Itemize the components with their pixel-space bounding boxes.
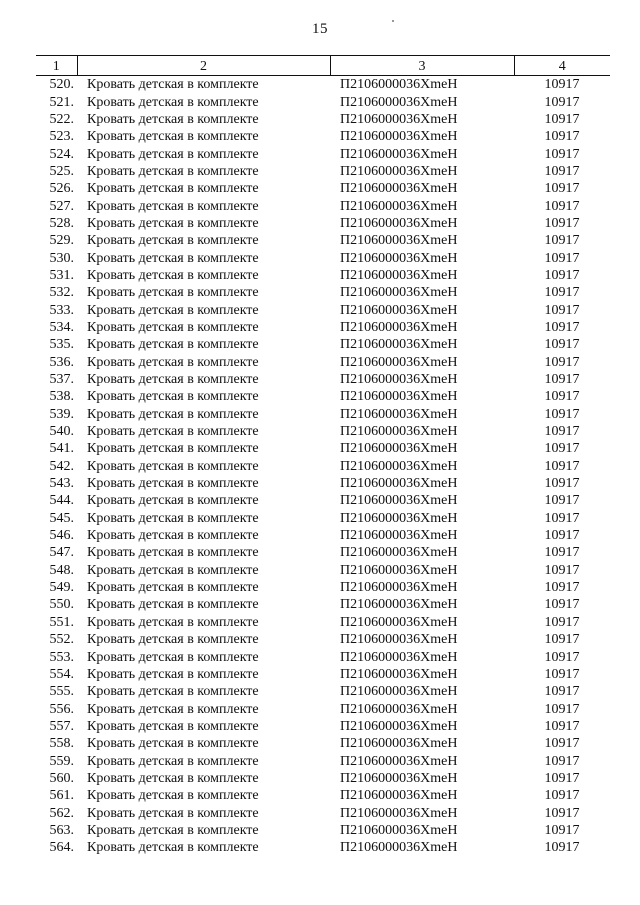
item-code: П2106000036ХmeH [340, 94, 458, 110]
item-quantity: 10917 [544, 736, 580, 752]
table-row [36, 544, 610, 561]
item-name: Кровать детская в комплекте [87, 458, 259, 474]
item-quantity: 10917 [544, 493, 580, 509]
item-name: Кровать детская в комплекте [87, 770, 259, 786]
table-row [36, 700, 610, 717]
row-number: 555. [49, 684, 74, 700]
item-code: П2106000036ХmeH [340, 476, 458, 492]
item-quantity: 10917 [544, 424, 580, 440]
table-row [36, 93, 610, 110]
item-quantity: 10917 [544, 614, 580, 630]
item-name: Кровать детская в комплекте [87, 597, 259, 613]
header-col-2: 2 [77, 56, 330, 76]
row-number: 562. [49, 805, 74, 821]
row-number: 541. [49, 441, 74, 457]
row-number: 557. [49, 718, 74, 734]
table-row [36, 267, 610, 284]
item-quantity: 10917 [544, 458, 580, 474]
item-code: П2106000036ХmeH [340, 337, 458, 353]
row-number: 549. [49, 580, 74, 596]
item-code: П2106000036ХmeH [340, 597, 458, 613]
table-row [36, 752, 610, 769]
item-name: Кровать детская в комплекте [87, 632, 259, 648]
item-code: П2106000036ХmeH [340, 354, 458, 370]
item-name: Кровать детская в комплекте [87, 684, 259, 700]
row-number: 537. [49, 372, 74, 388]
item-quantity: 10917 [544, 666, 580, 682]
item-code: П2106000036ХmeH [340, 701, 458, 717]
item-name: Кровать детская в комплекте [87, 406, 259, 422]
item-code: П2106000036ХmeH [340, 753, 458, 769]
row-number: 561. [49, 788, 74, 804]
item-code: П2106000036ХmeH [340, 545, 458, 561]
table-row [36, 666, 610, 683]
row-number: 556. [49, 701, 74, 717]
item-quantity: 10917 [544, 215, 580, 231]
table-header [36, 56, 610, 76]
item-name: Кровать детская в комплекте [87, 476, 259, 492]
table-row [36, 579, 610, 596]
scan-speck [392, 20, 394, 22]
item-code: П2106000036ХmeH [340, 441, 458, 457]
table-row [36, 787, 610, 804]
item-quantity: 10917 [544, 146, 580, 162]
item-code: П2106000036ХmeH [340, 805, 458, 821]
table-row [36, 145, 610, 162]
table-row [36, 492, 610, 509]
item-quantity: 10917 [544, 441, 580, 457]
item-code: П2106000036ХmeH [340, 528, 458, 544]
item-code: П2106000036ХmeH [340, 181, 458, 197]
table-row [36, 319, 610, 336]
item-quantity: 10917 [544, 528, 580, 544]
table-row [36, 163, 610, 180]
table-row [36, 770, 610, 787]
table-row [36, 440, 610, 457]
table-row [36, 336, 610, 353]
row-number: 540. [49, 424, 74, 440]
item-code: П2106000036ХmeH [340, 666, 458, 682]
item-name: Кровать детская в комплекте [87, 805, 259, 821]
item-quantity: 10917 [544, 510, 580, 526]
item-code: П2106000036ХmeH [340, 493, 458, 509]
item-code: П2106000036ХmeH [340, 389, 458, 405]
item-quantity: 10917 [544, 233, 580, 249]
item-quantity: 10917 [544, 649, 580, 665]
item-quantity: 10917 [544, 597, 580, 613]
table-row [36, 735, 610, 752]
item-quantity: 10917 [544, 163, 580, 179]
row-number: 527. [49, 198, 74, 214]
table-row [36, 614, 610, 631]
item-code: П2106000036ХmeH [340, 302, 458, 318]
item-code: П2106000036ХmeH [340, 736, 458, 752]
item-code: П2106000036ХmeH [340, 77, 458, 93]
item-quantity: 10917 [544, 476, 580, 492]
item-name: Кровать детская в комплекте [87, 389, 259, 405]
table-row [36, 284, 610, 301]
item-code: П2106000036ХmeH [340, 285, 458, 301]
table-row [36, 128, 610, 145]
item-quantity: 10917 [544, 822, 580, 838]
item-code: П2106000036ХmeH [340, 614, 458, 630]
row-number: 548. [49, 562, 74, 578]
row-number: 554. [49, 666, 74, 682]
row-number: 539. [49, 406, 74, 422]
row-number: 538. [49, 389, 74, 405]
table-row [36, 839, 610, 856]
item-quantity: 10917 [544, 684, 580, 700]
item-quantity: 10917 [544, 354, 580, 370]
header-col-4: 4 [514, 56, 610, 76]
item-name: Кровать детская в комплекте [87, 649, 259, 665]
row-number: 525. [49, 163, 74, 179]
item-name: Кровать детская в комплекте [87, 493, 259, 509]
table-row [36, 510, 610, 527]
table-row [36, 804, 610, 821]
row-number: 543. [49, 476, 74, 492]
table-row [36, 232, 610, 249]
row-number: 531. [49, 267, 74, 283]
row-number: 560. [49, 770, 74, 786]
table-row [36, 406, 610, 423]
table-row [36, 683, 610, 700]
item-quantity: 10917 [544, 805, 580, 821]
row-number: 523. [49, 129, 74, 145]
row-number: 558. [49, 736, 74, 752]
row-number: 522. [49, 111, 74, 127]
item-quantity: 10917 [544, 545, 580, 561]
item-quantity: 10917 [544, 840, 580, 856]
item-code: П2106000036ХmeH [340, 770, 458, 786]
row-number: 532. [49, 285, 74, 301]
item-code: П2106000036ХmeH [340, 198, 458, 214]
table-row [36, 562, 610, 579]
item-code: П2106000036ХmeH [340, 718, 458, 734]
item-quantity: 10917 [544, 181, 580, 197]
item-quantity: 10917 [544, 250, 580, 266]
item-code: П2106000036ХmeH [340, 840, 458, 856]
item-name: Кровать детская в комплекте [87, 562, 259, 578]
item-quantity: 10917 [544, 302, 580, 318]
table-row [36, 301, 610, 318]
table-row [36, 423, 610, 440]
item-code: П2106000036ХmeH [340, 580, 458, 596]
item-name: Кровать детская в комплекте [87, 77, 259, 93]
row-number: 563. [49, 822, 74, 838]
item-name: Кровать детская в комплекте [87, 267, 259, 283]
item-name: Кровать детская в комплекте [87, 215, 259, 231]
item-quantity: 10917 [544, 389, 580, 405]
table-body [36, 76, 610, 857]
row-number: 535. [49, 337, 74, 353]
item-name: Кровать детская в комплекте [87, 424, 259, 440]
item-quantity: 10917 [544, 129, 580, 145]
item-quantity: 10917 [544, 77, 580, 93]
item-code: П2106000036ХmeH [340, 319, 458, 335]
item-name: Кровать детская в комплекте [87, 701, 259, 717]
table-row [36, 631, 610, 648]
table-row [36, 76, 610, 94]
row-number: 542. [49, 458, 74, 474]
item-quantity: 10917 [544, 701, 580, 717]
item-name: Кровать детская в комплекте [87, 840, 259, 856]
item-quantity: 10917 [544, 753, 580, 769]
item-name: Кровать детская в комплекте [87, 198, 259, 214]
row-number: 552. [49, 632, 74, 648]
item-quantity: 10917 [544, 562, 580, 578]
item-name: Кровать детская в комплекте [87, 163, 259, 179]
row-number: 544. [49, 493, 74, 509]
table-row [36, 458, 610, 475]
inventory-table [36, 55, 610, 856]
item-name: Кровать детская в комплекте [87, 302, 259, 318]
table-row [36, 388, 610, 405]
item-quantity: 10917 [544, 580, 580, 596]
row-number: 529. [49, 233, 74, 249]
table-row [36, 354, 610, 371]
table-row [36, 111, 610, 128]
row-number: 528. [49, 215, 74, 231]
item-code: П2106000036ХmeH [340, 267, 458, 283]
row-number: 545. [49, 510, 74, 526]
row-number: 551. [49, 614, 74, 630]
item-name: Кровать детская в комплекте [87, 372, 259, 388]
item-quantity: 10917 [544, 788, 580, 804]
item-name: Кровать детская в комплекте [87, 441, 259, 457]
header-col-1: 1 [36, 56, 77, 76]
item-code: П2106000036ХmeH [340, 788, 458, 804]
item-name: Кровать детская в комплекте [87, 354, 259, 370]
item-name: Кровать детская в комплекте [87, 718, 259, 734]
table-row [36, 215, 610, 232]
item-name: Кровать детская в комплекте [87, 233, 259, 249]
row-number: 530. [49, 250, 74, 266]
item-quantity: 10917 [544, 632, 580, 648]
row-number: 559. [49, 753, 74, 769]
row-number: 521. [49, 94, 74, 110]
item-name: Кровать детская в комплекте [87, 146, 259, 162]
header-row [36, 56, 610, 76]
row-number: 547. [49, 545, 74, 561]
item-name: Кровать детская в комплекте [87, 337, 259, 353]
row-number: 536. [49, 354, 74, 370]
item-code: П2106000036ХmeH [340, 163, 458, 179]
row-number: 526. [49, 181, 74, 197]
item-quantity: 10917 [544, 337, 580, 353]
item-code: П2106000036ХmeH [340, 215, 458, 231]
item-quantity: 10917 [544, 94, 580, 110]
item-name: Кровать детская в комплекте [87, 545, 259, 561]
item-code: П2106000036ХmeH [340, 129, 458, 145]
item-quantity: 10917 [544, 198, 580, 214]
item-code: П2106000036ХmeH [340, 111, 458, 127]
item-name: Кровать детская в комплекте [87, 285, 259, 301]
row-number: 533. [49, 302, 74, 318]
item-quantity: 10917 [544, 319, 580, 335]
item-code: П2106000036ХmeH [340, 649, 458, 665]
table-row [36, 648, 610, 665]
item-code: П2106000036ХmeH [340, 510, 458, 526]
item-name: Кровать детская в комплекте [87, 250, 259, 266]
item-name: Кровать детская в комплекте [87, 94, 259, 110]
item-name: Кровать детская в комплекте [87, 111, 259, 127]
item-name: Кровать детская в комплекте [87, 129, 259, 145]
item-code: П2106000036ХmeH [340, 562, 458, 578]
table-row [36, 596, 610, 613]
item-code: П2106000036ХmeH [340, 424, 458, 440]
item-quantity: 10917 [544, 111, 580, 127]
row-number: 553. [49, 649, 74, 665]
table-row [36, 371, 610, 388]
table-row [36, 197, 610, 214]
table-row [36, 180, 610, 197]
item-name: Кровать детская в комплекте [87, 614, 259, 630]
item-name: Кровать детская в комплекте [87, 736, 259, 752]
item-code: П2106000036ХmeH [340, 146, 458, 162]
item-code: П2106000036ХmeH [340, 458, 458, 474]
item-name: Кровать детская в комплекте [87, 822, 259, 838]
item-name: Кровать детская в комплекте [87, 788, 259, 804]
item-quantity: 10917 [544, 372, 580, 388]
header-col-3: 3 [330, 56, 514, 76]
row-number: 534. [49, 319, 74, 335]
item-quantity: 10917 [544, 267, 580, 283]
item-name: Кровать детская в комплекте [87, 666, 259, 682]
page-number: 15 [312, 21, 328, 37]
table-row [36, 249, 610, 266]
item-name: Кровать детская в комплекте [87, 319, 259, 335]
table-row [36, 475, 610, 492]
row-number: 550. [49, 597, 74, 613]
item-code: П2106000036ХmeH [340, 406, 458, 422]
item-name: Кровать детская в комплекте [87, 580, 259, 596]
item-code: П2106000036ХmeH [340, 372, 458, 388]
row-number: 520. [49, 77, 74, 93]
item-name: Кровать детская в комплекте [87, 753, 259, 769]
item-quantity: 10917 [544, 406, 580, 422]
item-code: П2106000036ХmeH [340, 250, 458, 266]
item-quantity: 10917 [544, 718, 580, 734]
item-quantity: 10917 [544, 770, 580, 786]
table-row [36, 527, 610, 544]
item-name: Кровать детская в комплекте [87, 181, 259, 197]
row-number: 524. [49, 146, 74, 162]
item-code: П2106000036ХmeH [340, 632, 458, 648]
item-code: П2106000036ХmeH [340, 822, 458, 838]
item-quantity: 10917 [544, 285, 580, 301]
table-row [36, 822, 610, 839]
item-name: Кровать детская в комплекте [87, 510, 259, 526]
row-number: 546. [49, 528, 74, 544]
item-code: П2106000036ХmeH [340, 684, 458, 700]
item-name: Кровать детская в комплекте [87, 528, 259, 544]
item-code: П2106000036ХmeH [340, 233, 458, 249]
row-number: 564. [49, 840, 74, 856]
table-row [36, 718, 610, 735]
